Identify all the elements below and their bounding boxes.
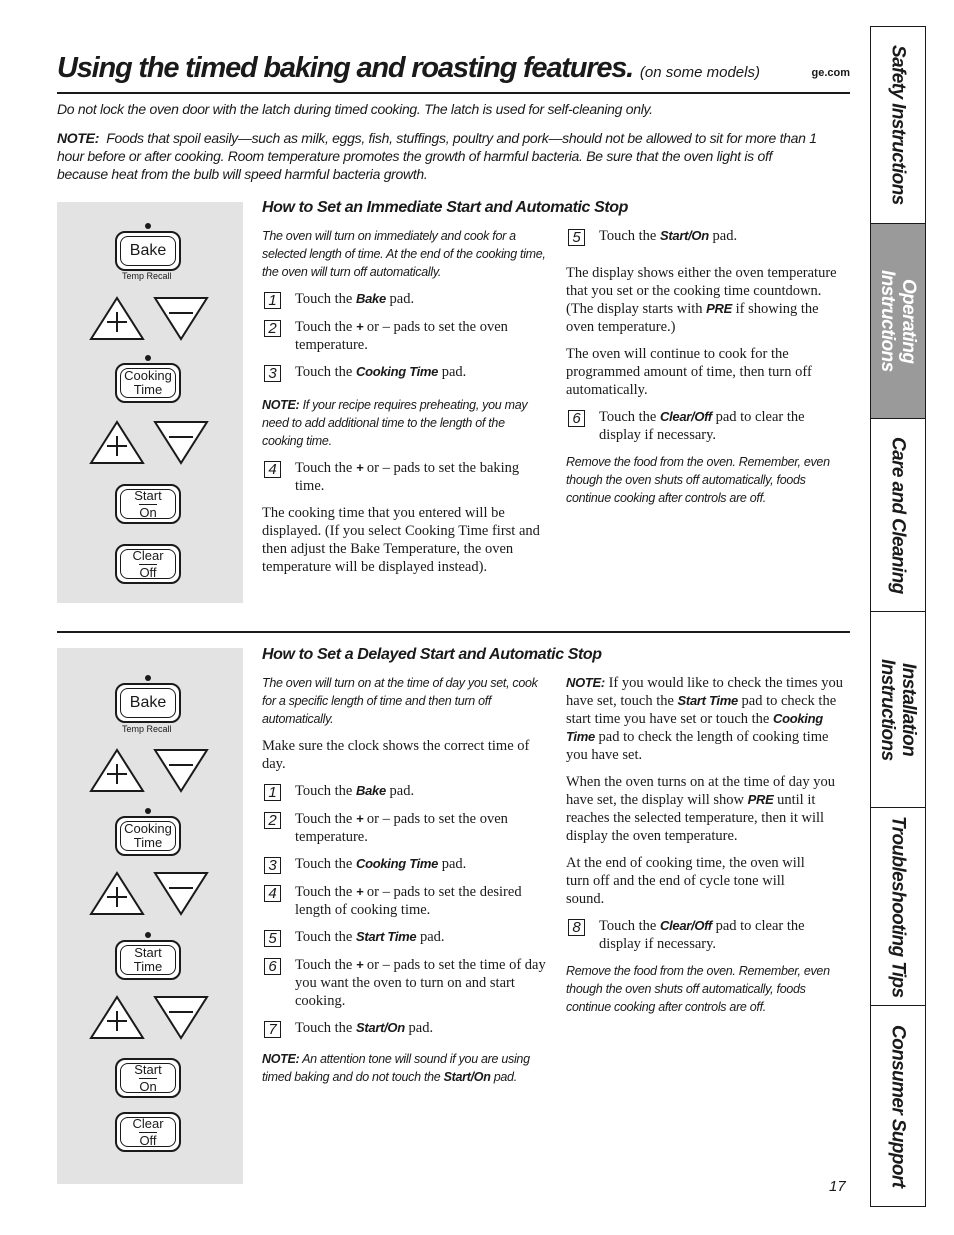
oven-continue-para: The oven will continue to cook for the programmed amount of time, then turn off automatically. (566, 346, 812, 398)
door-latch-warning: Do not lock the oven door with the latch during timed cooking. The latch is used for self-cleaning only. (57, 101, 653, 117)
delayed-column-right (566, 674, 848, 1025)
step-item: 1 Touch the Bake pad. (262, 782, 547, 801)
cooking-time-pad[interactable]: Cooking Time (115, 363, 181, 403)
plus-minus-pads (89, 870, 211, 918)
tab-care-and-cleaning[interactable] (871, 419, 925, 612)
bake-pad[interactable]: Bake (115, 683, 181, 723)
tab-operating-instructions[interactable] (871, 224, 925, 419)
step-item: 2 Touch the + or – pads to set the oven temperature. (262, 318, 547, 354)
site-url: ge.com (811, 67, 850, 79)
check-times-note: NOTE: If you would like to check the times you have set, touch the Start Time pad to check the start time you have set or touch the Cooking Time pad to check the length of cooking time you have set. (566, 675, 843, 763)
indicator-light (145, 932, 151, 938)
oven-turns-on-para: When the oven turns on at the time of day you have set, the display will show PRE until it reaches the selected temperature, then it will display the oven temperature. (566, 774, 835, 844)
indicator-light (145, 808, 151, 814)
display-shows-para: The display shows either the oven temperature that you set or the cooking time countdown. (The display starts with PRE if showing the oven temperature.) (566, 265, 837, 335)
plus-minus-pads (89, 747, 211, 795)
delayed-keypad-panel (57, 648, 243, 1184)
step-item: 4 Touch the + or – pads to set the baking time. (262, 459, 547, 495)
step-number: 5 (568, 229, 585, 246)
step-item: 3 Touch the Cooking Time pad. (262, 363, 547, 382)
step-item: 5 Touch the Start Time pad. (262, 928, 547, 947)
step-number: 1 (264, 292, 281, 309)
step-number: 4 (264, 885, 281, 902)
plus-minus-pads (89, 295, 211, 343)
page-title: Using the timed baking and roasting features. (on some models) (57, 52, 760, 84)
immediate-keypad-panel (57, 202, 243, 603)
indicator-light (145, 355, 151, 361)
indicator-light (145, 223, 151, 229)
step-item: 8 Touch the Clear/Off pad to clear the display if necessary. (566, 917, 848, 953)
step-number: 5 (264, 930, 281, 947)
step-number: 8 (568, 919, 585, 936)
page-subtitle: (on some models) (639, 64, 760, 81)
step-item: 7 Touch the Start/On pad. (262, 1019, 547, 1038)
cooking-time-pad[interactable]: Cooking Time (115, 816, 181, 856)
step-item: 6 Touch the Clear/Off pad to clear the display if necessary. (566, 408, 846, 444)
plus-pad[interactable] (91, 873, 143, 914)
plus-pad[interactable] (91, 422, 143, 463)
temp-recall-label: Temp Recall (122, 271, 172, 281)
start-on-pad[interactable]: Start On (115, 1058, 181, 1098)
clear-off-pad[interactable]: Clear Off (115, 1112, 181, 1152)
immediate-start-heading: How to Set an Immediate Start and Automatic Stop (262, 199, 629, 216)
end-cooking-para: At the end of cooking time, the oven will turn off and the end of cycle tone will sound. (566, 855, 805, 907)
step-item: 2 Touch the + or – pads to set the oven temperature. (262, 810, 547, 846)
section-divider (57, 631, 850, 633)
page-number: 17 (829, 1178, 846, 1195)
indicator-light (145, 675, 151, 681)
remove-food-note: Remove the food from the oven. Remember, even though the oven shuts off automatically, foods continue cooking after controls are off. (566, 964, 830, 1014)
immediate-column-right (566, 227, 846, 516)
start-on-pad[interactable]: Start On (115, 484, 181, 524)
minus-pad[interactable] (155, 873, 207, 914)
step-item: 6 Touch the + or – pads to set the time of day you want the oven to turn on and start cooking. (262, 956, 547, 1010)
plus-minus-pads (89, 994, 211, 1042)
food-safety-note: NOTE: Foods that spoil easily—such as milk, eggs, fish, stuffings, poultry and pork—should not be allowed to sit for more than 1 hour before or after cooking. Room temperature promotes the growth of harmful bacteria. Be sure that the oven light is off because heat from the bulb will speed harmful bacteria growth. (57, 130, 817, 182)
step-item: 4 Touch the + or – pads to set the desired length of cooking time. (262, 883, 547, 919)
cooking-time-display-para: The cooking time that you entered will be displayed. (If you select Cooking Time first and then adjust the Bake Temperature, the oven temperature will be displayed instead). (262, 505, 540, 575)
tab-consumer-support[interactable] (871, 1006, 925, 1206)
start-time-pad[interactable]: Start Time (115, 940, 181, 980)
page-header (57, 52, 850, 94)
tab-label: Care and Cleaning (887, 436, 909, 594)
step-item: 3 Touch the Cooking Time pad. (262, 855, 547, 874)
plus-pad[interactable] (91, 997, 143, 1038)
bake-pad[interactable]: Bake (115, 231, 181, 271)
step-number: 2 (264, 320, 281, 337)
step-number: 6 (568, 410, 585, 427)
temp-recall-label: Temp Recall (122, 724, 172, 734)
delayed-intro: The oven will turn on at the time of day you set, cook for a specific length of time and then turn off automatically. (262, 676, 538, 726)
remove-food-note: Remove the food from the oven. Remember, even though the oven shuts off automatically, foods continue cooking after controls are off. (566, 455, 830, 505)
tab-label: Operating Instructions (877, 270, 919, 372)
tab-label: Installation Instructions (877, 658, 919, 761)
tab-label: Consumer Support (887, 1024, 909, 1188)
step-number: 6 (264, 958, 281, 975)
minus-pad[interactable] (155, 298, 207, 339)
section-tabs (870, 26, 926, 1207)
immediate-column-left (262, 227, 547, 585)
tab-safety-instructions[interactable] (871, 27, 925, 224)
step-number: 3 (264, 365, 281, 382)
minus-pad[interactable] (155, 997, 207, 1038)
step-item: 5 Touch the Start/On pad. (566, 227, 846, 246)
plus-minus-pads (89, 419, 211, 467)
clear-off-pad[interactable]: Clear Off (115, 544, 181, 584)
step-item: 1 Touch the Bake pad. (262, 290, 547, 309)
preheat-note: NOTE: If your recipe requires preheating, you may need to add additional time to the length of the cooking time. (262, 398, 528, 448)
step-number: 3 (264, 857, 281, 874)
attention-tone-note: NOTE: An attention tone will sound if you are using timed baking and do not touch the Start/On pad. (262, 1052, 530, 1084)
tab-label: Troubleshooting Tips (887, 815, 909, 998)
step-number: 2 (264, 812, 281, 829)
plus-pad[interactable] (91, 298, 143, 339)
clock-para: Make sure the clock shows the correct time of day. (262, 738, 530, 772)
minus-pad[interactable] (155, 422, 207, 463)
plus-pad[interactable] (91, 750, 143, 791)
minus-pad[interactable] (155, 750, 207, 791)
step-number: 4 (264, 461, 281, 478)
tab-installation-instructions[interactable] (871, 612, 925, 808)
immediate-intro: The oven will turn on immediately and cook for a selected length of time. At the end of the cooking time, the oven will turn off automatically. (262, 229, 546, 279)
delayed-column-left (262, 674, 547, 1095)
step-number: 1 (264, 784, 281, 801)
step-number: 7 (264, 1021, 281, 1038)
delayed-start-heading: How to Set a Delayed Start and Automatic Stop (262, 646, 602, 663)
tab-label: Safety Instructions (887, 45, 909, 205)
tab-troubleshooting-tips[interactable] (871, 808, 925, 1006)
